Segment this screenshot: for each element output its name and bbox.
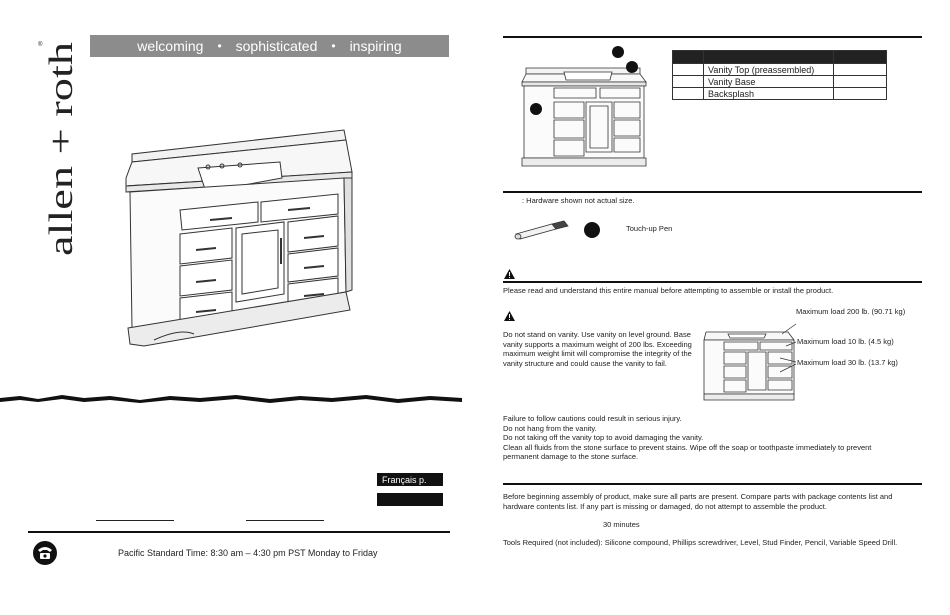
load-label-top: Maximum load 200 lb. (90.71 kg): [796, 307, 906, 316]
caution-icon: [504, 311, 515, 321]
brand-logo: [28, 38, 88, 260]
tools-required: Tools Required (not included): Silicone compound, Phillips screwdriver, Level, Stud Finder, Pencil, Variable Speed Drill.: [503, 538, 898, 547]
section-rule-safety: [503, 281, 922, 283]
french-page-link[interactable]: [377, 473, 443, 486]
caution-item: Do not taking off the vanity top to avoid damaging the vanity.: [503, 433, 704, 442]
part-description: Vanity Top (preassembled): [704, 64, 834, 76]
part-key-marker: [584, 222, 600, 238]
table-row: [673, 88, 887, 100]
section-rule-contents: [503, 36, 922, 38]
section-rule-preparation: [503, 483, 922, 485]
assembly-time: 30 minutes: [603, 520, 640, 529]
part-description: Vanity Base: [704, 76, 834, 88]
caution-item: Clean all fluids from the stone surface to prevent stains. Wipe off the soap or toothpaste immediately to prevent permanent damage to the stone surface.: [503, 442, 872, 461]
load-diagram-illustration: [702, 322, 798, 402]
load-label-drawer: Maximum load 10 lb. (4.5 kg): [797, 337, 894, 346]
preparation-text: Before beginning assembly of product, make sure all parts are present. Compare parts with package contents list and hardware contents list. If any part is missing or damaged, do not attempt to assemble the product.: [503, 492, 893, 511]
hardware-note: : Hardware shown not actual size.: [522, 196, 635, 205]
support-hours: Pacific Standard Time: 8:30 am – 4:30 pm PST Monday to Friday: [118, 548, 378, 558]
tagline-bar: [90, 35, 449, 57]
torn-edge-divider: [0, 392, 462, 404]
caution-list: [503, 414, 903, 462]
vanity-illustration: [124, 122, 356, 350]
signature-line: [96, 520, 174, 521]
caution-item: Do not hang from the vanity.: [503, 423, 597, 433]
touch-up-pen-icon: [512, 218, 574, 240]
phone-icon: [32, 540, 58, 566]
table-row: [673, 76, 887, 88]
section-rule-hardware: [503, 191, 922, 193]
tagline-word-2: sophisticated: [235, 38, 318, 54]
registered-mark: ®: [38, 42, 43, 48]
safety-intro: Please read and understand this entire manual before attempting to assemble or install the product.: [503, 286, 834, 295]
footer-rule: [28, 531, 450, 533]
parts-illustration: [520, 42, 652, 170]
touch-up-pen-label: Touch-up Pen: [626, 224, 673, 233]
table-row: [673, 64, 887, 76]
french-page-label: Français p.: [382, 474, 427, 485]
part-description: Backsplash: [704, 88, 834, 100]
tagline-word-3: inspiring: [349, 38, 402, 54]
parts-table: [672, 50, 887, 100]
tagline-separator: •: [331, 39, 336, 53]
caution-item: Failure to follow cautions could result in serious injury.: [503, 414, 682, 423]
brand-name: allen + roth: [43, 98, 80, 256]
caution-weight-text: Do not stand on vanity. Use vanity on level ground. Base vanity supports a maximum weight of 200 lbs. Exceeding maximum weight limit will compromise the integrity of the vanity structure and could cause the vanity to fail.: [503, 330, 692, 368]
signature-line: [246, 520, 324, 521]
parts-table-header: [673, 51, 887, 64]
tagline-word-1: welcoming: [137, 38, 204, 54]
black-label-box: [377, 493, 443, 506]
warning-icon: [504, 269, 515, 279]
tagline-separator: •: [217, 39, 222, 53]
load-label-shelf: Maximum load 30 lb. (13.7 kg): [797, 358, 898, 367]
